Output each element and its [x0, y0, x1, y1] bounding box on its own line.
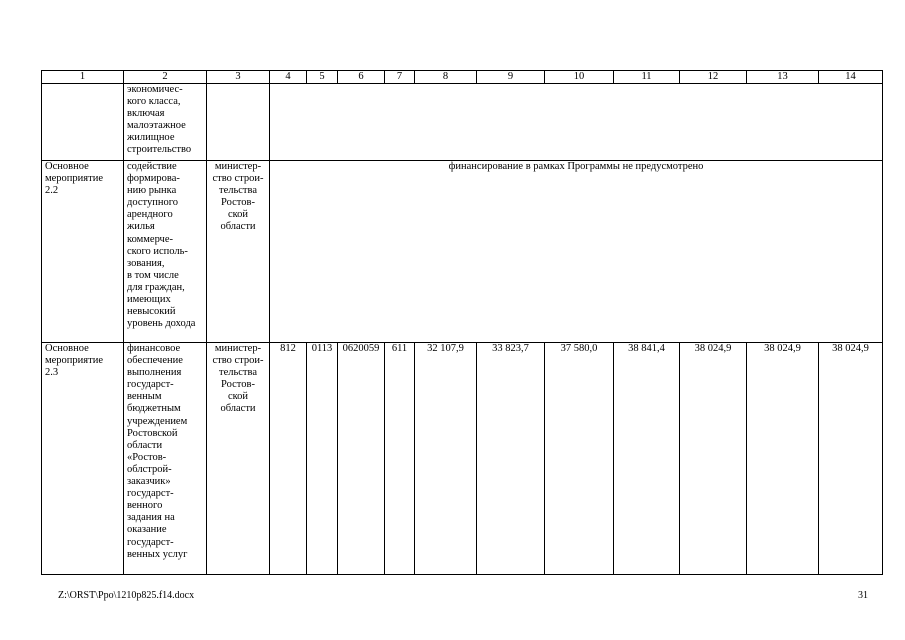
- page-number: 31: [858, 590, 868, 601]
- header-cell: 1: [42, 71, 124, 84]
- amount-cell: 38 024,9: [819, 343, 883, 575]
- executor-cell: министер- ство строи- тельства Ростов- ской области: [207, 161, 270, 343]
- amount-cell: 32 107,9: [415, 343, 477, 575]
- table-row-continuation: [42, 84, 883, 161]
- measure-name-cell: Основное мероприятие 2.2: [42, 161, 124, 343]
- header-cell: 6: [338, 71, 385, 84]
- description-cell: экономичес- кого класса, включая малоэтажное жилищное строительство: [124, 84, 207, 161]
- footer-file-path: Z:\ORST\Ppo\1210p825.f14.docx: [58, 590, 195, 601]
- grbs-code-cell: 812: [270, 343, 307, 575]
- financing-note: финансирование в рамках Программы не предусмотрено: [270, 161, 883, 343]
- table-row-2-3: [42, 343, 883, 575]
- header-cell: 2: [124, 71, 207, 84]
- header-cell: 12: [680, 71, 747, 84]
- header-cell: 3: [207, 71, 270, 84]
- header-cell: 5: [307, 71, 338, 84]
- table-row-2-2: [42, 161, 883, 343]
- header-cell: 13: [747, 71, 819, 84]
- amount-cell: 38 841,4: [614, 343, 680, 575]
- header-cell: 10: [545, 71, 614, 84]
- vr-code-cell: 611: [385, 343, 415, 575]
- description-cell: содействие формирова- нию рынка доступного арендного жилья коммерче- ского исполь- зования, в том числе для граждан, имеющих невысокий уровень дохода: [124, 161, 207, 343]
- header-cell: 14: [819, 71, 883, 84]
- header-cell: 4: [270, 71, 307, 84]
- rzpr-code-cell: 0113: [307, 343, 338, 575]
- amount-cell: 38 024,9: [680, 343, 747, 575]
- header-row: [42, 71, 883, 84]
- executor-cell: министер- ство строи- тельства Ростов- ской области: [207, 343, 270, 575]
- header-cell: 11: [614, 71, 680, 84]
- csr-code-cell: 0620059: [338, 343, 385, 575]
- header-cell: 8: [415, 71, 477, 84]
- amount-cell: 33 823,7: [477, 343, 545, 575]
- empty-cell: [42, 84, 124, 161]
- empty-cell: [207, 84, 270, 161]
- program-table: [41, 70, 883, 575]
- header-cell: 7: [385, 71, 415, 84]
- description-cell: финансовое обеспечение выполнения государст- венным бюджетным учреждением Ростовской области «Ростов- облстрой- заказчик» государст- венного задания на оказание государст- венных услуг: [124, 343, 207, 575]
- amount-cell: 38 024,9: [747, 343, 819, 575]
- measure-name-cell: Основное мероприятие 2.3: [42, 343, 124, 575]
- empty-merged-cell: [270, 84, 883, 161]
- amount-cell: 37 580,0: [545, 343, 614, 575]
- header-cell: 9: [477, 71, 545, 84]
